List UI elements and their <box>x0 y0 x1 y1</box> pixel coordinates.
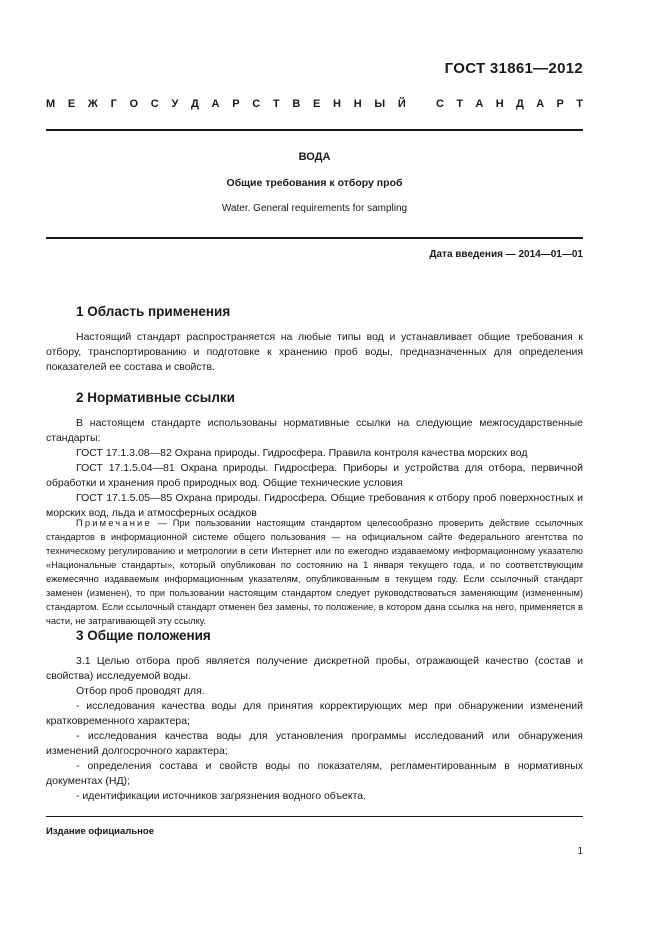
document-title-english: Water. General requirements for sampling <box>221 203 408 214</box>
top-divider <box>46 129 583 131</box>
banner-letter: С <box>150 98 159 110</box>
banner-letter: Н <box>333 98 341 110</box>
banner-letter: С <box>252 98 261 110</box>
list-item: - исследования качества воды для принятия корректирующих мер при обнаружении изменений кратковременного характера; <box>46 700 583 727</box>
note-label: Примечание <box>76 518 152 528</box>
banner-letter: Е <box>67 98 76 110</box>
list-item: - идентификации источников загрязнения водного объекта. <box>76 790 367 802</box>
document-subtitle: Общие требования к отбору проб <box>226 177 403 189</box>
document-title: ВОДА <box>298 151 331 163</box>
section-heading-1: 1 Область применения <box>76 304 231 319</box>
note-block <box>46 516 583 628</box>
list-item: - исследования качества воды для установления программы исследований или обнаружения изменений долгосрочного характера; <box>46 730 583 757</box>
standard-type-banner <box>46 98 583 110</box>
reference-item: ГОСТ 17.1.3.08—82 Охрана природы. Гидросфера. Правила контроля качества морских вод <box>76 447 528 459</box>
banner-letter: А <box>211 98 220 110</box>
banner-letter: С <box>436 98 444 110</box>
banner-letter: У <box>171 98 179 110</box>
standard-type-left <box>46 98 406 110</box>
banner-letter: Р <box>556 98 564 110</box>
introduction-date: Дата введения — 2014—01—01 <box>429 249 583 260</box>
section-body-3 <box>46 654 583 804</box>
edition-label: Издание официальное <box>46 826 154 837</box>
paragraph: Настоящий стандарт распространяется на любые типы вод и устанавливает общие требования к отбору, транспортированию и подготовке к хранению проб воды, предназначенных для определения показателей ее состава и свойств. <box>46 331 583 373</box>
banner-letter: Т <box>576 98 583 110</box>
paragraph: В настоящем стандарте использованы нормативные ссылки на следующие межгосударственные стандарты: <box>46 417 583 444</box>
banner-letter: Д <box>191 98 199 110</box>
banner-letter: Г <box>110 98 117 110</box>
title-divider <box>46 237 583 239</box>
banner-letter: М <box>46 98 56 110</box>
banner-letter: Ы <box>374 98 386 110</box>
list-item: - определения состава и свойств воды по показателям, регламентированным в нормативных документах (НД); <box>46 760 583 787</box>
banner-letter: Й <box>397 98 406 110</box>
standard-type-right <box>436 98 583 110</box>
banner-letter: А <box>536 98 545 110</box>
section-heading-2: 2 Нормативные ссылки <box>76 390 235 405</box>
section-heading-3: 3 Общие положения <box>76 628 211 643</box>
footer-divider <box>46 816 583 817</box>
banner-letter: Ж <box>87 98 98 110</box>
banner-letter: Р <box>232 98 240 110</box>
banner-letter: Н <box>495 98 504 110</box>
page-number: 1 <box>577 846 583 857</box>
note-text: — При пользовании настоящим стандартом целесообразно проверить действие ссылочных стандартов в информационной системе общего пользования — на официальном сайте Федерального агентства по техническому регулированию и метрологии в сети Интернет или по ежегодно издаваемому информационному указателю «Национальные стандарты», который опубликован по состоянию на 1 января текущего года, и по соответствующим ежемесячно издаваемым информационным указателям, опубликованным в текущем году. Если ссылочный стандарт заменен (изменен), то при пользовании настоящим стандартом следует руководствоваться заменяющим (измененным) стандартом. Если ссылочный стандарт отменен без замены, то положение, в котором дана ссылка на него, применяется в части, не затрагивающей эту ссылку. <box>46 518 583 626</box>
banner-letter: Е <box>313 98 321 110</box>
paragraph: Отбор проб проводят для. <box>76 685 205 697</box>
section-body-1 <box>46 330 583 375</box>
banner-letter: В <box>292 98 301 110</box>
banner-letter: Т <box>456 98 464 110</box>
banner-letter: Т <box>272 98 280 110</box>
banner-letter: О <box>129 98 139 110</box>
standard-code: ГОСТ 31861—2012 <box>444 60 583 77</box>
paragraph: 3.1 Целью отбора проб является получение дискретной пробы, отражающей качество (состав и свойства) исследуемой воды. <box>46 655 583 682</box>
note-paragraph <box>46 516 583 628</box>
banner-letter: Н <box>353 98 362 110</box>
reference-item: ГОСТ 17.1.5.04—81 Охрана природы. Гидросфера. Приборы и устройства для отбора, первичной обработки и хранения проб природных вод. Общие технические условия <box>46 462 583 489</box>
section-body-2 <box>46 416 583 521</box>
banner-letter: Д <box>516 98 524 110</box>
reference-item: ГОСТ 17.1.5.05—85 Охрана природы. Гидросфера. Общие требования к отбору проб поверхностных и морских вод, льда и атмосферных осадков <box>46 492 583 519</box>
banner-letter: А <box>475 98 484 110</box>
